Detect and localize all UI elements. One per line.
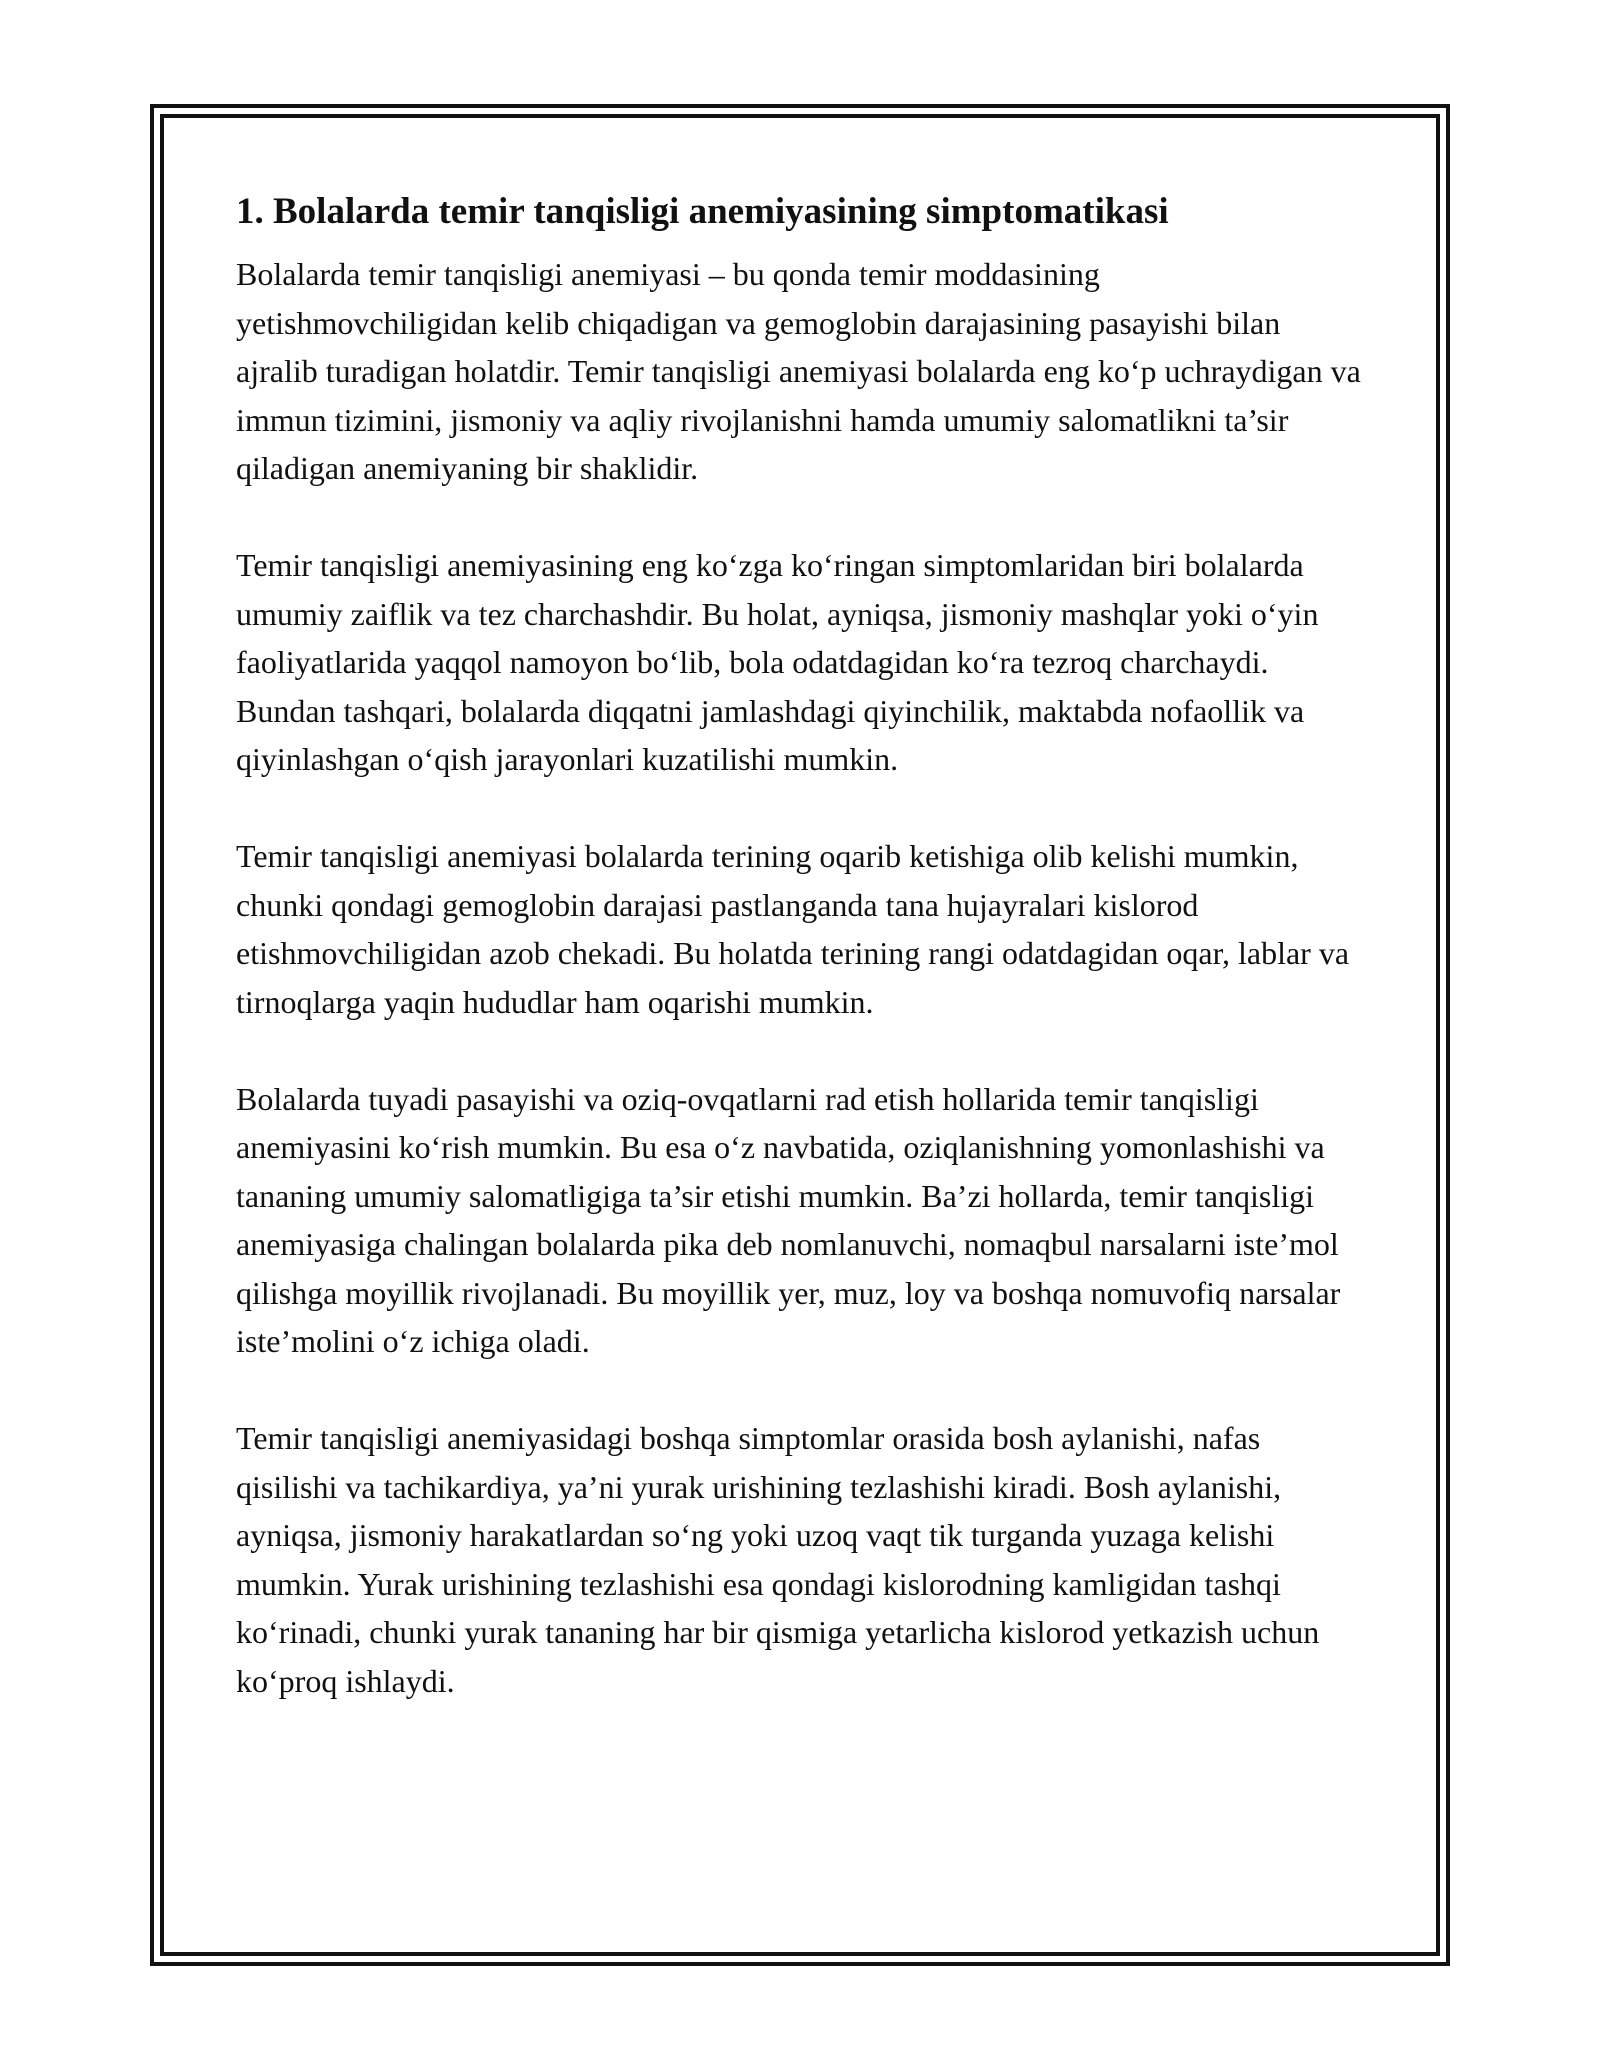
paragraph-5: Temir tanqisligi anemiyasidagi boshqa simptomlar orasida bosh aylanishi, nafas qisilishi va tachikardiya, ya’ni yurak urishining tezlashishi kiradi. Bosh aylanishi, ayniqsa, jismoniy harakatlardan so‘ng yoki uzoq vaqt tik turganda yuzaga kelishi mumkin. Yurak urishining tezlashishi esa qondagi kislorodning kamligidan tashqi ko‘rinadi, chunki yurak tananing har bir qismiga yetarlicha kislorod yetkazish uchun ko‘proq ishlaydi. — [236, 1420, 1320, 1699]
document-body — [236, 186, 1366, 1754]
section-heading: 1. Bolalarda temir tanqisligi anemiyasining simptomatikasi — [236, 191, 1169, 232]
paragraph-3: Temir tanqisligi anemiyasi bolalarda terining oqarib ketishiga olib kelishi mumkin, chunki qondagi gemoglobin darajasi pastlanganda tana hujayralari kislorod etishmovchiligidan azob chekadi. Bu holatda terining rangi odatdagidan oqar, lablar va tirnoqlarga yaqin hududlar ham oqarishi mumkin. — [236, 838, 1350, 1020]
paragraph-2: Temir tanqisligi anemiyasining eng ko‘zga ko‘ringan simptomlaridan biri bolalarda umumiy zaiflik va tez charchashdir. Bu holat, ayniqsa, jismoniy mashqlar yoki o‘yin faoliyatlarida yaqqol namoyon bo‘lib, bola odatdagidan ko‘ra tezroq charchaydi. Bundan tashqari, bolalarda diqqatni jamlashdagi qiyinchilik, maktabda nofaollik va qiyinlashgan o‘qish jarayonlari kuzatilishi mumkin. — [236, 547, 1319, 777]
paragraph-4: Bolalarda tuyadi pasayishi va oziq-ovqatlarni rad etish hollarida temir tanqisligi anemiyasini ko‘rish mumkin. Bu esa o‘z navbatida, oziqlanishning yomonlashishi va tananing umumiy salomatligiga ta’sir etishi mumkin. Ba’zi hollarda, temir tanqisligi anemiyasiga chalingan bolalarda pika deb nomlanuvchi, nomaqbul narsalarni iste’mol qilishga moyillik rivojlanadi. Bu moyillik yer, muz, loy va boshqa nomuvofiq narsalar iste’molini o‘z ichiga oladi. — [236, 1080, 1341, 1359]
paragraph-1: Bolalarda temir tanqisligi anemiyasi – bu qonda temir moddasining yetishmovchiligidan kelib chiqadigan va gemoglobin darajasining pasayishi bilan ajralib turadigan holatdir. Temir tanqisligi anemiyasi bolalarda eng ko‘p uchraydigan va immun tizimini, jismoniy va aqliy rivojlanishni hamda umumiy salomatlikni ta’sir qiladigan anemiyaning bir shaklidir. — [236, 256, 1361, 486]
